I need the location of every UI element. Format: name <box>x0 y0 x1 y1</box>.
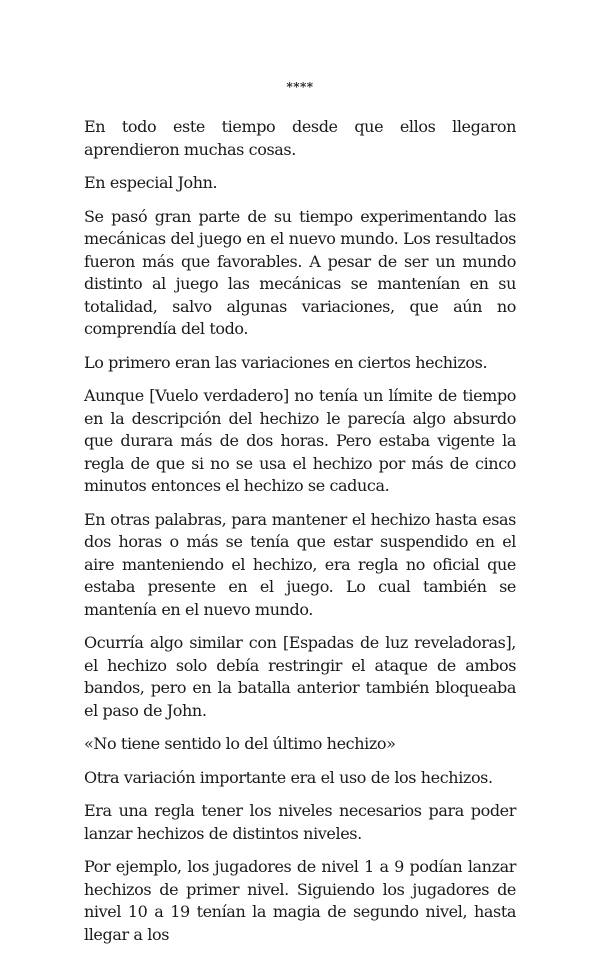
paragraph-3: Se pasó gran parte de su tiempo experimentando las mecánicas del juego en el nuevo mundo. Los resultados fueron más que favorables. A pesar de ser un mundo distinto al juego las mecánicas se mantenían en su totalidad, salvo algunas variaciones, que aún no comprendía del todo. <box>84 206 516 338</box>
book-page <box>84 76 516 957</box>
paragraph-6: En otras palabras, para mantener el hechizo hasta esas dos horas o más se tenía que estar suspendido en el aire manteniendo el hechizo, era regla no oficial que estaba presente en el juego. Lo cual también se mantenía en el nuevo mundo. <box>84 509 516 619</box>
paragraph-1: En todo este tiempo desde que ellos llegaron aprendieron muchas cosas. <box>84 117 516 159</box>
paragraph-7: Ocurría algo similar con [Espadas de luz reveladoras], el hechizo solo debía restringir el ataque de ambos bandos, pero en la batalla anterior también bloqueaba el paso de John. <box>84 633 516 720</box>
paragraph-8: «No tiene sentido lo del último hechizo» <box>84 734 396 753</box>
paragraph-10: Era una regla tener los niveles necesarios para poder lanzar hechizos de distintos niveles. <box>84 801 516 843</box>
paragraph-5: Aunque [Vuelo verdadero] no tenía un límite de tiempo en la descripción del hechizo le parecía algo absurdo que durara más de dos horas. Pero estaba vigente la regla de que si no se usa el hechizo por más de cinco minutos entonces el hechizo se caduca. <box>84 386 516 495</box>
paragraph-4: Lo primero eran las variaciones en ciertos hechizos. <box>84 352 488 372</box>
paragraph-9: Otra variación importante era el uso de los hechizos. <box>84 767 493 787</box>
paragraph-2: En especial John. <box>84 173 218 192</box>
section-separator: **** <box>286 80 314 94</box>
paragraph-11: Por ejemplo, los jugadores de nivel 1 a 9 podían lanzar hechizos de primer nivel. Siguiendo los jugadores de nivel 10 a 19 tenían la magia de segundo nivel, hasta llegar a los <box>84 857 516 944</box>
